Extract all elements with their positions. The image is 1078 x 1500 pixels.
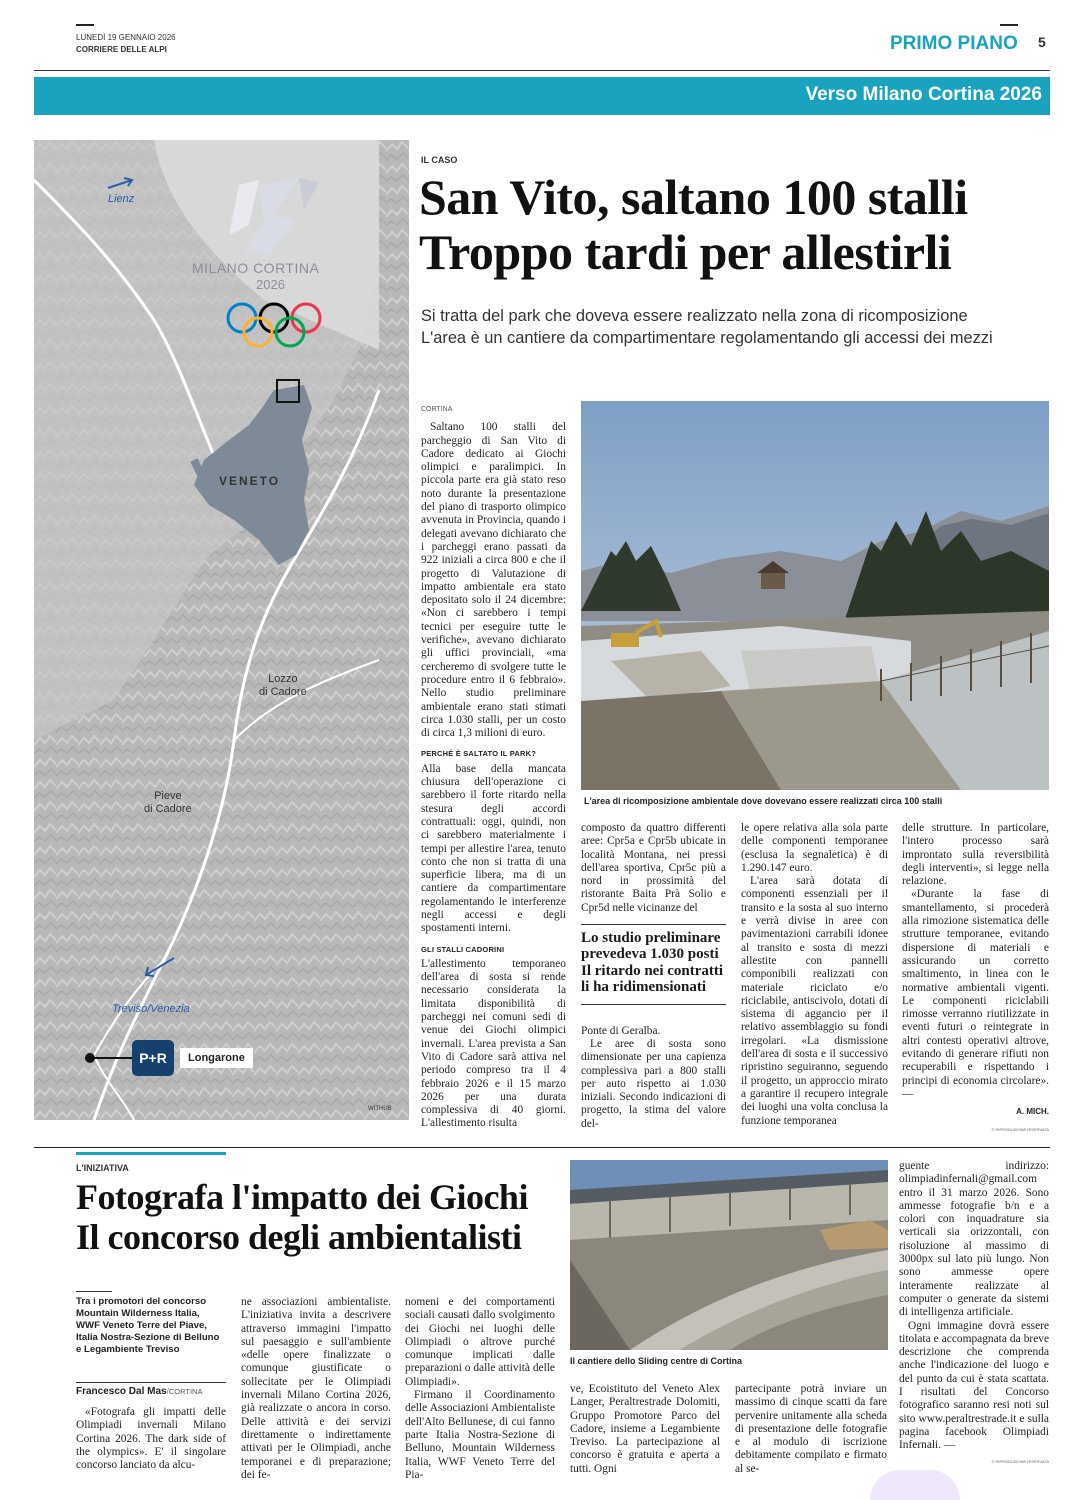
article1-col2	[581, 822, 726, 1131]
article2-col1-paragraph: «Fotografa gli impatti delle Olimpiadi invernali Milano Cortina 2026. The dark side of the olympics». E' il singolare concorso lanciato da alcu-	[76, 1406, 226, 1472]
article2-col2	[241, 1296, 391, 1482]
article1-kicker: IL CASO	[421, 155, 458, 165]
label-pieve: Pieve di Cadore	[144, 790, 192, 815]
article1-headline-line2: Troppo tardi per allestirli	[419, 224, 952, 280]
article2-headline	[76, 1177, 566, 1257]
promoters-rule	[76, 1291, 112, 1292]
article2-col4	[570, 1383, 720, 1476]
article1-subhead-line1: Si tratta del park che doveva essere realizzato nella zona di ricomposizione	[421, 307, 968, 325]
article1-col1-paragraph: L'allestimento temporaneo dell'area di sosta si rende necessario considerata la limitata disponibilità di parcheggi nei comuni sedi di venue dei Giochi olimpici invernali. L'area prevista a San Vito di Cadore sarà attiva nel periodo compreso tra il 4 febbraio 2026 e il 15 marzo 2026 per una durata complessiva di 40 giorni. L'allestimento risulta	[421, 957, 566, 1130]
section-separator	[34, 1147, 1050, 1148]
article2-headline-line1: Fotografa l'impatto dei Giochi	[76, 1177, 528, 1217]
article2-col6	[899, 1160, 1049, 1468]
article2-col2-paragraph: ne associazioni ambientaliste. L'iniziativa invita a descrivere attraverso immagini l'impatto sul paesaggio e sull'ambiente «delle opere finalizzate o comunque giustificate o sollecitate per le Olimpiadi invernali Milano Cortina 2026, già realizzate o ancora in corso. Delle attività e dei servizi direttamente o indirettamente attivati per le Olimpiadi, anche temporanei e di preparazione; dei fe-	[241, 1296, 391, 1481]
label-longarone: Longarone	[180, 1048, 253, 1068]
article1-col2-paragraph: Ponte di Geralba.	[581, 1024, 661, 1037]
masthead-tick-right	[1000, 24, 1018, 26]
label-lienz: Lienz	[108, 193, 135, 205]
article2-rights: © RIPRODUZIONE RISERVATA	[991, 1458, 1049, 1464]
article2-col3-paragraph: nomeni e dei comportamenti sociali causati dallo svolgimento dei Giochi nei luoghi delle Olimpiadi o altrove purché comunque implicati dalle preparazioni o dalle attività delle Olimpiadi».	[405, 1296, 555, 1388]
article1-col4-paragraph: «Durante la fase di smantellamento, si procederà alla rimozione sistematica delle strutture temporanee, evitando dispersione di materiali e assicurando un corretto smaltimento, in linea con le normative ambientali vigenti. Le componenti riciclabili rimosse verranno riutilizzate in eventi futuri o reintegrate in altri contesti operativi altrove, evitando di generare rifiuti non recuperabili e rispettando i principi di economia circolare». —	[902, 888, 1049, 1100]
article1-photo	[581, 401, 1049, 790]
article2-col3	[405, 1296, 555, 1482]
author-separator: /	[166, 1387, 169, 1396]
article1-subheading: GLI STALLI CADORINI	[421, 944, 505, 954]
article2-col1	[76, 1406, 226, 1472]
section-banner	[34, 77, 1050, 115]
article1-byline: A. MICH.	[1016, 1107, 1049, 1117]
article2-kicker-tick	[76, 1152, 226, 1155]
article1-col3-paragraph: le opere relativa alla sola parte delle componenti temporanee (esclusa la segnaletica) è di 1.290.147 euro.	[741, 822, 888, 874]
masthead-rule	[34, 70, 1050, 71]
corner-decoration	[870, 1470, 960, 1500]
map-credit: WITHUB	[368, 1106, 392, 1112]
article2-photo-caption: Il cantiere dello Sliding centre di Cortina	[570, 1356, 743, 1366]
article1-col3	[741, 822, 888, 1128]
article1-photo-caption: L'area di ricomposizione ambientale dove dovevano essere realizzati circa 100 stalli	[584, 796, 943, 806]
article1-pullquote: Lo studio preliminare prevedeva 1.030 posti Il ritardo nei contratti li ha ridimensionati	[581, 930, 724, 996]
article2-col4-paragraph: ve, Ecoistituto del Veneto Alex Langer, Peraltrestrade Dolomiti, Gruppo Promotore Parco del Cadore, insieme a Legambiente Treviso. La partecipazione al concorso è gratuita e aperta a tutti. Ogni	[570, 1383, 720, 1475]
article1-col3-paragraph: L'area sarà dotata di componenti essenziali per il transito e la sosta al suo interno e verrà divise in aree con pavimentazioni carrabili idonee al transito e sosta di mezzi allestite con pannelli componibili realizzati con materiale riciclato e/o riciclabile, antiscivolo, dotati di sistema di aggancio per il relativo assemblaggio su fondi irregolari. «La dismissione dell'area di sosta e il successivo ripristino seguiranno, seguendo il progetto, un approccio mirato a garantire il recupero integrale dei luoghi una volta conclusa la funzione temporanea	[741, 875, 888, 1127]
article1-headline	[419, 170, 1059, 280]
sliding-centre-photo	[570, 1160, 888, 1350]
map-terrain	[34, 140, 409, 1120]
pullquote-rule-bottom	[581, 1004, 726, 1005]
label-treviso: Treviso/Venezia	[112, 1003, 190, 1015]
article1-col2-paragraph: Le aree di sosta sono dimensionate per una capienza complessiva pari a 800 stalli per auto rispetto ai 1.030 iniziali. Secondo indicazioni di progetto, la stima del valore del-	[581, 1038, 726, 1130]
article1-col1	[421, 403, 566, 1131]
masthead-newspaper: CORRIERE DELLE ALPI	[76, 45, 167, 54]
article2-promoters: Tra i promotori del concorso Mountain Wilderness Italia, WWF Veneto Terre del Piave, Italia Nostra-Sezione di Belluno e Legambiente Treviso	[76, 1296, 220, 1355]
logo-text: MILANO CORTINA	[192, 260, 320, 276]
article2-col3-paragraph: Firmano il Coordinamento delle Associazioni Ambientaliste dell'Alto Bellunese, di cui fanno parte Italia Nostra-Sezione di Belluno, Mountain Wilderness Italia, WWF Veneto Terre del Pia-	[405, 1389, 555, 1481]
page-number: 5	[1038, 34, 1046, 50]
banner-title: Verso Milano Cortina 2026	[805, 84, 1042, 105]
article1-subheading: PERCHÉ È SALTATO IL PARK?	[421, 749, 537, 759]
article1-col4	[902, 822, 1049, 1136]
article2-author-place: CORTINA	[168, 1387, 203, 1396]
article1-dateline: CORTINA	[421, 406, 453, 413]
section-label: PRIMO PIANO	[890, 33, 1018, 54]
article2-headline-line2: Il concorso degli ambientalisti	[76, 1217, 522, 1257]
article2-author-block	[76, 1386, 226, 1397]
map-graphic	[34, 140, 409, 1120]
pullquote-rule-top	[581, 924, 726, 925]
article1-col2-paragraph: composto da quattro differenti aree: Cpr5a e Cpr5b ubicate in località Montana, nei pressi dell'area sportiva, Cpr5c più a nord in prossimità del ristorante Baita Prà Solio e Cpr5d nelle vicinanze del	[581, 822, 726, 914]
article1-col4-paragraph: delle strutture. In particolare, l'intero processo sarà improntato sulla reversibilità degli interventi», si legge nella relazione.	[902, 822, 1049, 888]
article1-subhead	[421, 305, 1061, 349]
article2-col5-paragraph: partecipante potrà inviare un massimo di cinque scatti da fare pervenire unitamente alla scheda di presentazione delle fotografie e al modulo di iscrizione debitamente compilato e firmato al se-	[735, 1383, 887, 1475]
logo-year: 2026	[256, 277, 285, 292]
author-line	[76, 1382, 226, 1383]
article2-col5	[735, 1383, 887, 1476]
article1-headline-line1: San Vito, saltano 100 stalli	[419, 169, 968, 225]
article2-kicker: L'INIZIATIVA	[76, 1163, 129, 1173]
article1-rights: © RIPRODUZIONE RISERVATA	[991, 1126, 1049, 1132]
article2-col6-paragraph: Ogni immagine dovrà essere titolata e accompagnata da breve descrizione che comprenda anche l'indicazione del luogo e del punto da cui è stata scattata. I risultati del Concorso fotografico saranno resi noti sul sito www.peraltrestrade.it e sulla pagina facebook Olimpiadi Infernali. —	[899, 1319, 1049, 1452]
label-lozzo: Lozzo di Cadore	[259, 673, 307, 698]
construction-site-photo	[581, 401, 1049, 790]
article2-photo	[570, 1160, 888, 1350]
masthead-tick-left	[76, 24, 94, 26]
article1-col1-paragraph: Alla base della mancata chiusura dell'operazione ci sarebbero il forte ritardo nella stesura degli accordi contrattuali: oggi, quindi, non ci sarebbero materialmente i tempi per allestire l'area, tenuto conto che non si tratta di una superficie libera, ma di un cantiere da compartimentare regolamentando le interferenze negli accessi e degli spostamenti interni.	[421, 762, 566, 935]
article2-col6-paragraph: guente indirizzo: olimpiadinfernali@gmail.com entro il 31 marzo 2026. Sono ammesse fotografie b/n e a colori con inquadrature sia verticali sia orizzontali, con risoluzione al massimo di 3000px sul lato più lungo. Non sono ammesse opere interamente realizzate al computer o generate da sistemi di intelligenza artificiale.	[899, 1160, 1049, 1319]
masthead-date: LUNEDÌ 19 GENNAIO 2026	[76, 33, 176, 42]
label-veneto: VENETO	[219, 474, 281, 488]
article1-subhead-line2: L'area è un cantiere da compartimentare regolamentando gli accessi dei mezzi	[421, 329, 993, 347]
article2-author: Francesco Dal Mas	[76, 1386, 167, 1397]
article1-col1-paragraph: Saltano 100 stalli del parcheggio di San Vito di Cadore dedicato ai Giochi olimpici e paralimpici. In piccola parte era già stato reso noto durante la presentazione del piano di trasporto olimpico avvenuta in Provincia, quando i delegati avevano dichiarato che i parcheggi erano passati da 922 iniziali a circa 800 e che il progetto di Valutazione di impatto ambientale era stato depositato solo il 24 dicembre: «Non ci sarebbero i tempi tecnici per eseguire tutte le verifiche», avevano dichiarato gli uffici provinciali, «ma cercheremo di svolgere tutte le procedure entro il 6 febbraio». Nello studio preliminare ambientale erano stati stimati circa 1.030 stalli, per un costo di circa 1,3 milioni di euro.	[421, 421, 566, 740]
parking-badge: P+R	[132, 1040, 174, 1076]
